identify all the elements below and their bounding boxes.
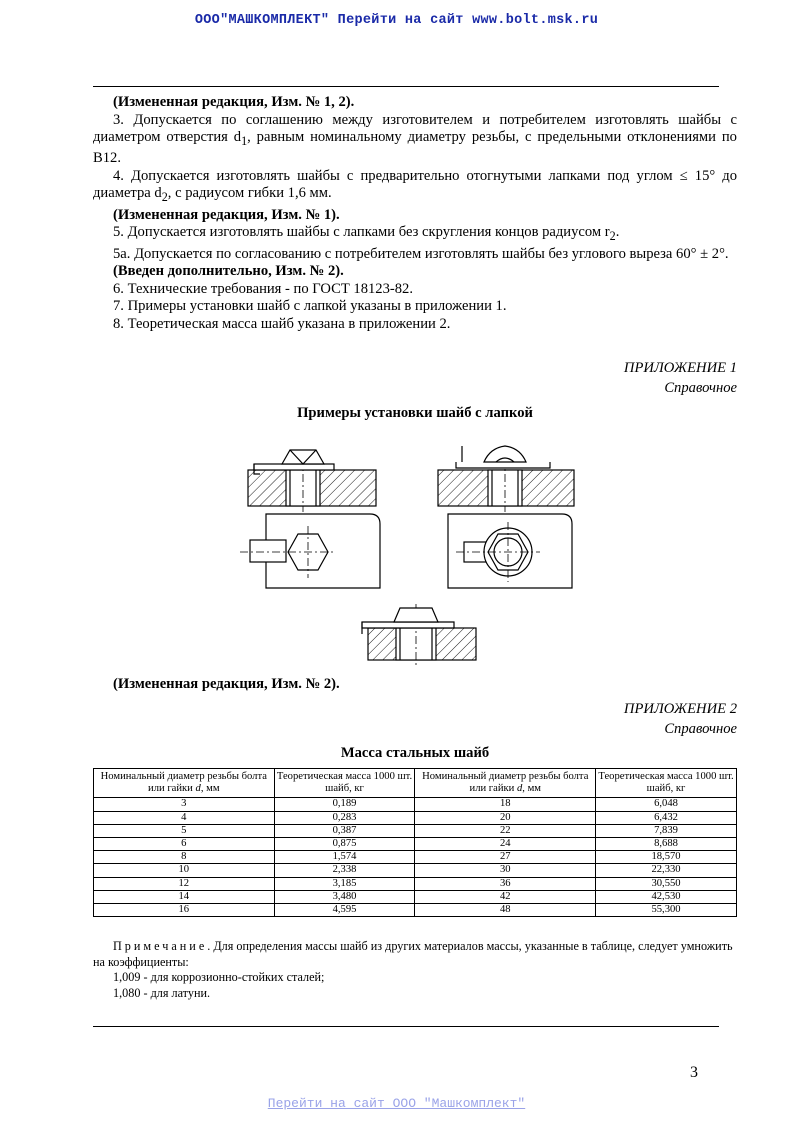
table-cell: 3	[94, 798, 275, 811]
table-cell: 55,300	[596, 904, 737, 917]
appendix2-title: Масса стальных шайб	[340, 745, 490, 761]
header-site-link[interactable]: ООО"МАШКОМПЛЕКТ" Перейти на сайт www.bolt.msk.ru	[194, 13, 599, 28]
table-cell: 18	[415, 798, 596, 811]
edit-note-1: (Измененная редакция, Изм. № 1).	[113, 206, 340, 223]
table-cell: 4	[94, 811, 275, 824]
steel-washer-mass-table	[93, 768, 737, 917]
table-cell: 22,330	[596, 864, 737, 877]
table-cell: 20	[415, 811, 596, 824]
col-mass-header: Теоретическая масса 1000 шт. шайб, кг	[596, 769, 737, 798]
appendix1-kind: Справочное	[664, 380, 737, 396]
washer-installation-drawing	[240, 436, 580, 668]
table-cell: 1,574	[274, 851, 415, 864]
note-line-1: 1,009 - для коррозионно-стойких сталей;	[113, 970, 325, 984]
table-cell: 0,387	[274, 824, 415, 837]
table-cell: 4,595	[274, 904, 415, 917]
edit-note-2: (Измененная редакция, Изм. № 2).	[113, 676, 340, 692]
table-cell: 6,432	[596, 811, 737, 824]
table-cell: 14	[94, 890, 275, 903]
table-cell: 48	[415, 904, 596, 917]
table-row	[94, 798, 737, 811]
body-text	[93, 94, 737, 333]
note-text: . Для определения массы шайб из других материалов массы, указанные в таблице, следует умножить на коэффициенты:	[93, 939, 733, 969]
clause-7: 7. Примеры установки шайб с лапкой указаны в приложении 1.	[113, 298, 507, 315]
table-cell: 3,185	[274, 877, 415, 890]
table-row	[94, 838, 737, 851]
note-line-2: 1,080 - для латуни.	[113, 985, 211, 1000]
col-mass-header: Теоретическая масса 1000 шт. шайб, кг	[274, 769, 415, 798]
added-note-2: (Введен дополнительно, Изм. № 2).	[113, 263, 344, 280]
col-diameter-header: Номинальный диаметр резьбы болта или гайки d, мм	[94, 769, 275, 798]
appendix1-heading	[624, 358, 737, 398]
appendix1-title: Примеры установки шайб с лапкой	[297, 405, 533, 421]
clause-6: 6. Технические требования - по ГОСТ 18123-82.	[113, 280, 413, 297]
table-cell: 10	[94, 864, 275, 877]
table-cell: 2,338	[274, 864, 415, 877]
table-note	[93, 939, 737, 1001]
table-cell: 27	[415, 851, 596, 864]
table-cell: 3,480	[274, 890, 415, 903]
table-cell: 42	[415, 890, 596, 903]
example-1-section	[248, 450, 376, 512]
clause-3: 3. Допускается по соглашению между изготовителем и потребителем изготовлять шайбы с диаметром отверстия $d_1$, равным номинальному диаметру резьбы, с предельными отклонениями по В12.	[93, 111, 737, 167]
table-cell: 6,048	[596, 798, 737, 811]
table-cell: 8,688	[596, 838, 737, 851]
table-cell: 0,189	[274, 798, 415, 811]
table-cell: 24	[415, 838, 596, 851]
table-row	[94, 851, 737, 864]
table-cell: 30,550	[596, 877, 737, 890]
table-cell: 12	[94, 877, 275, 890]
table-row	[94, 864, 737, 877]
table-cell: 8	[94, 851, 275, 864]
edit-note-1-2: (Измененная редакция, Изм. № 1, 2).	[113, 94, 355, 110]
appendix1-label: ПРИЛОЖЕНИЕ 1	[623, 360, 737, 376]
footer-site-link[interactable]: Перейти на сайт ООО "Машкомплект"	[267, 1096, 526, 1111]
top-rule	[93, 86, 719, 87]
clause-5a: 5а. Допускается по согласованию с потребителем изготовлять шайбы без углового выреза 60° ± 2°.	[113, 245, 729, 262]
table-row	[94, 890, 737, 903]
table-cell: 22	[415, 824, 596, 837]
clause-5: 5. Допускается изготовлять шайбы с лапками без скругления концов радиусом $r_2$.	[113, 224, 620, 244]
bottom-rule	[93, 1026, 719, 1027]
appendix2-label: ПРИЛОЖЕНИЕ 2	[623, 701, 737, 717]
example-1-plan	[240, 514, 380, 588]
table-cell: 42,530	[596, 890, 737, 903]
example-3-section	[362, 604, 476, 666]
example-2-section	[438, 446, 574, 512]
table-header-row	[94, 769, 737, 798]
table-cell: 6	[94, 838, 275, 851]
clause-4: 4. Допускается изготовлять шайбы с предварительно отогнутыми лапками под углом ≤ 15° до диаметра $d_2$, с радиусом гибки 1,6 мм.	[93, 167, 737, 205]
table-cell: 0,875	[274, 838, 415, 851]
table-cell: 16	[94, 904, 275, 917]
appendix2-kind: Справочное	[664, 721, 737, 737]
table-row	[94, 877, 737, 890]
table-cell: 7,839	[596, 824, 737, 837]
appendix2-heading	[624, 699, 737, 739]
table-row	[94, 811, 737, 824]
clause-8: 8. Теоретическая масса шайб указана в приложении 2.	[113, 315, 451, 332]
table-cell: 30	[415, 864, 596, 877]
note-label: Примечание	[113, 939, 208, 953]
table-cell: 5	[94, 824, 275, 837]
example-2-plan	[448, 514, 572, 588]
table-row	[94, 824, 737, 837]
col-diameter-header: Номинальный диаметр резьбы болта или гайки d, мм	[415, 769, 596, 798]
page-number: 3	[690, 1064, 698, 1081]
table-cell: 36	[415, 877, 596, 890]
table-cell: 0,283	[274, 811, 415, 824]
table-cell: 18,570	[596, 851, 737, 864]
table-row	[94, 904, 737, 917]
